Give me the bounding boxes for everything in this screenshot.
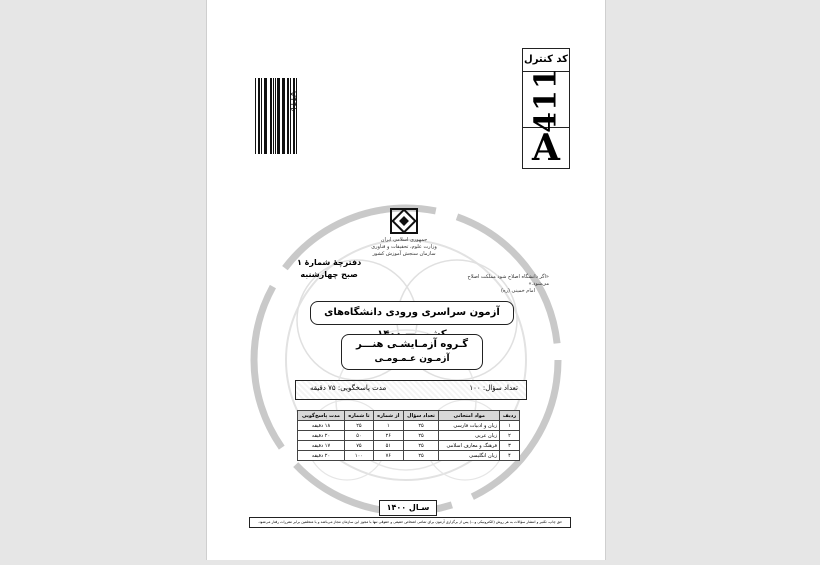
column-header: ردیف — [500, 411, 520, 421]
subject-name: زبان و ادبیات فارسی — [439, 421, 500, 431]
quote-text: «اگر دانشگاه اصلاح شود مملکت اصلاح می‌شود.» — [467, 274, 549, 287]
row-index: ۲ — [500, 431, 520, 441]
question-count-cell: ۲۵ — [403, 441, 439, 451]
from-number: ۱ — [373, 421, 403, 431]
to-number: ۵۰ — [344, 431, 373, 441]
to-number: ۱۰۰ — [344, 451, 373, 461]
quote-attribution: امام خمینی (ره) — [501, 288, 535, 294]
table-row — [298, 451, 520, 461]
booklet-number: دفترچهٔ شمارهٔ ۱ — [297, 258, 362, 267]
column-header: تا شماره — [344, 411, 373, 421]
duration: ۲۰ دقیقه — [298, 451, 345, 461]
barcode-bar — [268, 78, 269, 154]
subjects-table — [297, 410, 520, 461]
control-code-number: 411 — [528, 66, 564, 133]
barcode-bar — [294, 78, 295, 154]
row-index: ۳ — [500, 441, 520, 451]
barcode-bar — [290, 78, 291, 154]
barcode-bar — [255, 78, 256, 154]
ministry-name — [357, 237, 451, 258]
exam-booklet-cover — [206, 0, 606, 560]
barcode — [255, 78, 299, 154]
column-header: مدت پاسخ‌گویی — [298, 411, 345, 421]
exam-year: سـال ۱۴۰۰ — [379, 500, 437, 516]
subject-name: فرهنگ و معارف اسلامی — [439, 441, 500, 451]
barcode-code: 411A — [289, 91, 298, 112]
organization-logo-icon — [390, 208, 418, 234]
row-index: ۱ — [500, 421, 520, 431]
table-row — [298, 421, 520, 431]
duration: ۱۸ دقیقه — [298, 421, 345, 431]
exam-type: آزمـون عـمـومـی — [374, 354, 450, 364]
from-number: ۷۶ — [373, 451, 403, 461]
control-code-box — [522, 48, 570, 169]
column-header: تعداد سؤال — [403, 411, 439, 421]
to-number: ۲۵ — [344, 421, 373, 431]
control-code-title: کد کنترل — [523, 49, 569, 72]
question-count-cell: ۲۵ — [403, 431, 439, 441]
exam-session: صبح چهارشنبه — [300, 270, 358, 279]
column-header: مواد امتحانی — [439, 411, 500, 421]
ministry-line: وزارت علوم، تحقیقات و فناوری — [371, 244, 437, 250]
exam-info-bar — [295, 380, 527, 400]
duration: ۱۷ دقیقه — [298, 441, 345, 451]
table-header-row — [298, 411, 520, 421]
ministry-line: سازمان سنجش آموزش کشور — [372, 251, 436, 257]
exam-title: آزمون سراسری ورودی دانشگاه‌های — [310, 301, 514, 325]
exam-group: گـروه آزمـایشـی هنـــر — [355, 339, 469, 350]
subject-name: زبان عربی — [439, 431, 500, 441]
barcode-bar — [297, 78, 298, 154]
subject-name: زبان انگلیسی — [439, 451, 500, 461]
table-row — [298, 441, 520, 451]
booklet-info — [297, 257, 361, 281]
from-number: ۲۶ — [373, 431, 403, 441]
column-header: از شماره — [373, 411, 403, 421]
question-count-cell: ۲۵ — [403, 451, 439, 461]
control-code-number-cell — [523, 66, 569, 133]
copyright-notice: حق چاپ، تکثیر و انتشار سؤالات به هر روش (الکترونیکی و...) پس از برگزاری آزمون برای تمامی اشخاص حقیقی و حقوقی تنها با مجوز این سازمان مجاز می‌باشد و با متخلفین برابر مقررات رفتار می‌شود. — [249, 517, 571, 528]
booklet-type-letter: A — [532, 127, 560, 169]
to-number: ۷۵ — [344, 441, 373, 451]
from-number: ۵۱ — [373, 441, 403, 451]
exam-group-box — [341, 334, 483, 370]
leader-quote — [453, 274, 549, 295]
row-index: ۴ — [500, 451, 520, 461]
barcode-bar — [259, 78, 260, 154]
table-row — [298, 431, 520, 441]
duration: ۲۰ دقیقه — [298, 431, 345, 441]
ministry-line: جمهوری اسلامی ایران — [380, 237, 428, 243]
question-count: تعداد سؤال: ۱۰۰ — [469, 384, 518, 392]
answer-duration: مدت پاسخگویی: ۷۵ دقیقه — [310, 384, 387, 392]
question-count-cell: ۲۵ — [403, 421, 439, 431]
